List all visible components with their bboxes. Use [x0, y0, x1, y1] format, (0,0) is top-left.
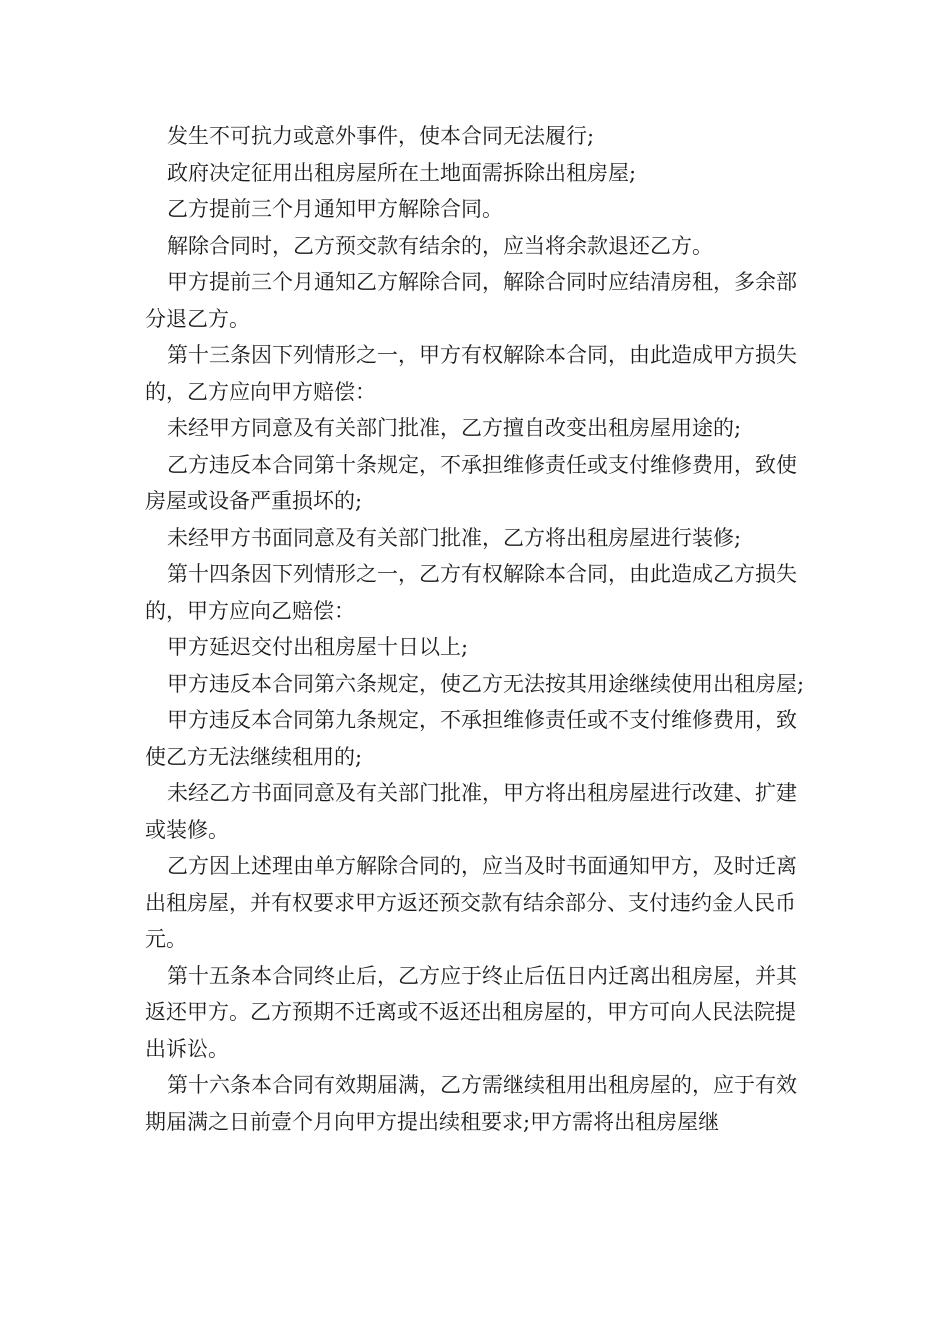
paragraph-article-14-item-4: 未经乙方书面同意及有关部门批准，甲方将出租房屋进行改建、扩建或装修。 — [145, 781, 797, 842]
paragraph-government-expropriation: 政府决定征用出租房屋所在土地面需拆除出租房屋; — [167, 160, 637, 185]
paragraph-refund-balance: 解除合同时，乙方预交款有结余的，应当将余款退还乙方。 — [167, 233, 713, 258]
paragraph-article-13-item-1: 未经甲方同意及有关部门批准，乙方擅自改变出租房屋用途的; — [167, 416, 742, 440]
paragraph-article-15: 第十五条本合同终止后，乙方应于终止后伍日内迁离出租房屋，并其返还甲方。乙方预期不迁离或不返还出租房屋的，甲方可向人民法院提出诉讼。 — [145, 963, 797, 1061]
document-body — [145, 118, 815, 1140]
paragraph-article-14-remedy: 乙方因上述理由单方解除合同的，应当及时书面通知甲方，及时迁离出租房屋，并有权要求甲方返还预交款有结余部分、支付违约金人民币元。 — [145, 854, 797, 951]
paragraph-tenant-notice: 乙方提前三个月通知甲方解除合同。 — [167, 197, 503, 221]
paragraph-article-16: 第十六条本合同有效期届满，乙方需继续租用出租房屋的，应于有效期届满之日前壹个月向甲方提出续租要求;甲方需将出租房屋继 — [145, 1073, 797, 1134]
paragraph-article-14: 第十四条因下列情形之一，乙方有权解除本合同，由此造成乙方损失的，甲方应向乙赔偿： — [145, 562, 797, 623]
paragraph-article-14-item-1: 甲方延迟交付出租房屋十日以上; — [167, 635, 469, 659]
paragraph-article-14-item-3: 甲方违反本合同第九条规定，不承担维修责任或不支付维修费用，致使乙方无法继续租用的; — [145, 708, 797, 769]
paragraph-article-14-item-2: 甲方违反本合同第六条规定，使乙方无法按其用途继续使用出租房屋; — [167, 671, 805, 696]
paragraph-article-13-item-3: 未经甲方书面同意及有关部门批准，乙方将出租房屋进行装修; — [167, 525, 742, 550]
paragraph-landlord-notice: 甲方提前三个月通知乙方解除合同，解除合同时应结清房租，多余部分退乙方。 — [145, 270, 797, 331]
paragraph-article-13-item-2: 乙方违反本合同第十条规定，不承担维修责任或支付维修费用，致使房屋或设备严重损坏的; — [145, 452, 797, 513]
paragraph-article-13: 第十三条因下列情形之一，甲方有权解除本合同，由此造成甲方损失的，乙方应向甲方赔偿： — [145, 343, 797, 404]
paragraph-force-majeure: 发生不可抗力或意外事件，使本合同无法履行; — [167, 124, 595, 148]
